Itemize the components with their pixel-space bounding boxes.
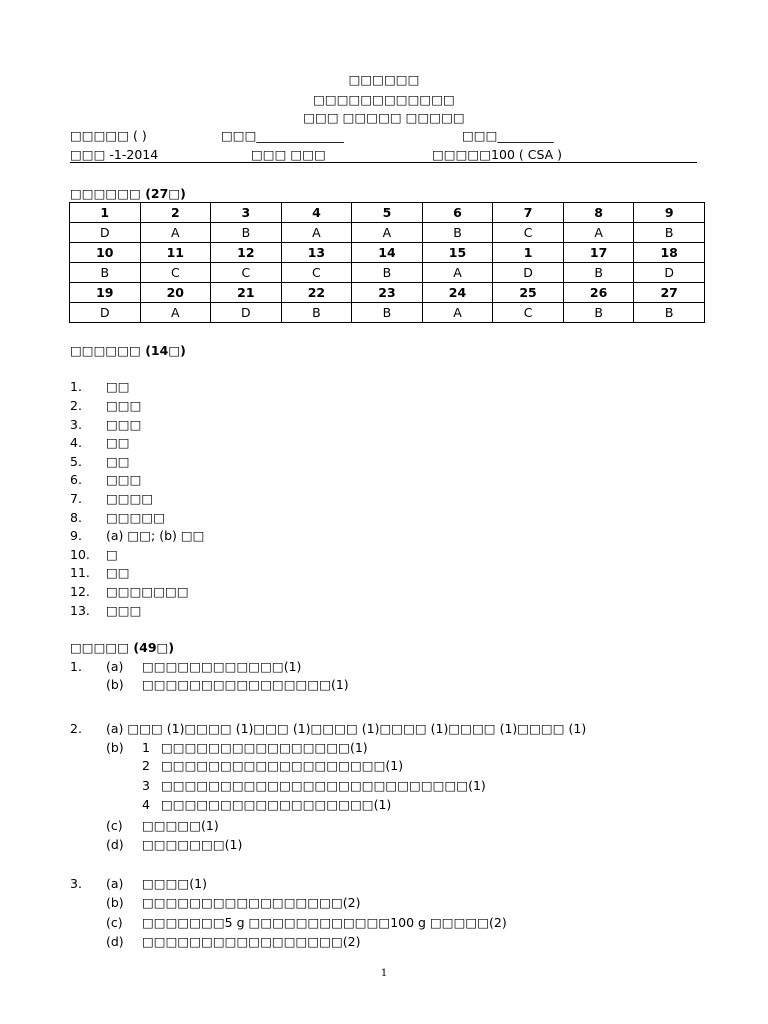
table-row bbox=[70, 203, 705, 223]
list-item-number: 8. bbox=[70, 510, 82, 525]
list-item-number: 12. bbox=[70, 584, 90, 599]
section-1-title: □□□□□□ (27□) bbox=[70, 186, 186, 201]
header-name-field: □□□______________ bbox=[221, 128, 344, 143]
answer-cell: B bbox=[211, 223, 282, 243]
list-item: □□ bbox=[106, 454, 130, 469]
list-item-number: 11. bbox=[70, 565, 90, 580]
subitem-number: 3 bbox=[142, 778, 150, 793]
question-number: 12 bbox=[211, 243, 282, 263]
list-item: □□□ bbox=[106, 417, 142, 432]
header-line-1: □□□□□□ bbox=[348, 72, 420, 87]
subpart-label: (b) bbox=[106, 740, 124, 755]
table-row bbox=[70, 303, 705, 323]
question-number: 26 bbox=[563, 283, 634, 303]
question-number: 19 bbox=[70, 283, 141, 303]
table-row bbox=[70, 283, 705, 303]
list-item-number: 10. bbox=[70, 547, 90, 562]
answer-text: □□□□□(1) bbox=[142, 818, 219, 833]
list-item: □□ bbox=[106, 435, 130, 450]
list-item: □□□ bbox=[106, 603, 142, 618]
section-2-title: □□□□□□ (14□) bbox=[70, 343, 186, 358]
answer-text: □□□□(1) bbox=[142, 876, 207, 891]
answer-cell: A bbox=[140, 303, 211, 323]
header-total-marks: □□□□□100 ( CSA ) bbox=[432, 147, 563, 162]
header-line-2: □□□□□□□□□□□□ bbox=[313, 92, 455, 107]
answer-text: □□□□□□□□□□□□(1) bbox=[142, 659, 302, 674]
answer-text: □□□□□□□□□□□□□□□□(1) bbox=[161, 740, 368, 755]
answer-cell: A bbox=[281, 223, 352, 243]
answer-cell: B bbox=[563, 303, 634, 323]
question-number: 2. bbox=[70, 721, 82, 736]
list-item-number: 5. bbox=[70, 454, 82, 469]
question-number: 2 bbox=[140, 203, 211, 223]
question-number: 3. bbox=[70, 876, 82, 891]
question-number: 17 bbox=[563, 243, 634, 263]
answer-text: □□□□□□□5 g □□□□□□□□□□□□100 g □□□□□(2) bbox=[142, 915, 507, 930]
list-item-number: 9. bbox=[70, 528, 82, 543]
answer-cell: B bbox=[281, 303, 352, 323]
answer-text: □□□□□□□□□□□□□□□□(1) bbox=[142, 677, 349, 692]
table-row bbox=[70, 243, 705, 263]
list-item: □□□ bbox=[106, 398, 142, 413]
header-divider bbox=[70, 162, 697, 163]
question-number: 1. bbox=[70, 659, 82, 674]
table-row bbox=[70, 263, 705, 283]
list-item: □□□ bbox=[106, 472, 142, 487]
list-item-number: 6. bbox=[70, 472, 82, 487]
question-number: 22 bbox=[281, 283, 352, 303]
question-number: 8 bbox=[563, 203, 634, 223]
answer-cell: B bbox=[70, 263, 141, 283]
answer-cell: A bbox=[422, 303, 493, 323]
list-item-number: 3. bbox=[70, 417, 82, 432]
question-number: 1 bbox=[493, 243, 564, 263]
subpart-label: (c) bbox=[106, 818, 123, 833]
mcq-answer-table bbox=[69, 202, 705, 323]
question-number: 6 bbox=[422, 203, 493, 223]
answer-cell: A bbox=[352, 223, 423, 243]
answer-cell: A bbox=[563, 223, 634, 243]
list-item-number: 13. bbox=[70, 603, 90, 618]
section-3-title: □□□□□ (49□) bbox=[70, 640, 175, 655]
question-number: 20 bbox=[140, 283, 211, 303]
answer-cell: C bbox=[493, 223, 564, 243]
subpart-label: (b) bbox=[106, 677, 124, 692]
question-number: 9 bbox=[634, 203, 705, 223]
answer-cell: B bbox=[634, 303, 705, 323]
subpart-label: (a) bbox=[106, 659, 124, 674]
subitem-number: 2 bbox=[142, 758, 150, 773]
list-item: □□□□□□□ bbox=[106, 584, 189, 599]
answer-cell: C bbox=[211, 263, 282, 283]
answer-cell: B bbox=[422, 223, 493, 243]
answer-text: □□□□□□□(1) bbox=[142, 837, 243, 852]
answer-text: (a) □□□ (1)□□□□ (1)□□□ (1)□□□□ (1)□□□□ (1)□□□□ (1)□□□□ (1) bbox=[106, 721, 587, 736]
header-time-field: □□□ □□□ bbox=[251, 147, 326, 162]
answer-cell: D bbox=[211, 303, 282, 323]
list-item: □ bbox=[106, 547, 118, 562]
question-number: 7 bbox=[493, 203, 564, 223]
answer-text: □□□□□□□□□□□□□□□□□(2) bbox=[142, 934, 361, 949]
answer-cell: D bbox=[70, 303, 141, 323]
question-number: 13 bbox=[281, 243, 352, 263]
question-number: 18 bbox=[634, 243, 705, 263]
answer-text: □□□□□□□□□□□□□□□□□□□(1) bbox=[161, 758, 404, 773]
list-item: □□□□ bbox=[106, 491, 154, 506]
subpart-label: (b) bbox=[106, 895, 124, 910]
list-item: □□ bbox=[106, 379, 130, 394]
question-number: 27 bbox=[634, 283, 705, 303]
answer-cell: A bbox=[422, 263, 493, 283]
question-number: 25 bbox=[493, 283, 564, 303]
header-line-3: □□□ □□□□□ □□□□□ bbox=[303, 110, 465, 125]
question-number: 10 bbox=[70, 243, 141, 263]
question-number: 21 bbox=[211, 283, 282, 303]
list-item-number: 4. bbox=[70, 435, 82, 450]
subitem-number: 1 bbox=[142, 740, 150, 755]
subitem-number: 4 bbox=[142, 797, 150, 812]
answer-text: □□□□□□□□□□□□□□□□□□□□□□□□□□(1) bbox=[161, 778, 486, 793]
list-item: □□ bbox=[106, 565, 130, 580]
list-item-number: 1. bbox=[70, 379, 82, 394]
page-number: 1 bbox=[380, 968, 388, 979]
question-number: 1 bbox=[70, 203, 141, 223]
answer-cell: D bbox=[634, 263, 705, 283]
question-number: 4 bbox=[281, 203, 352, 223]
subpart-label: (c) bbox=[106, 915, 123, 930]
header-score-field: □□□_________ bbox=[462, 128, 554, 143]
answer-cell: B bbox=[352, 303, 423, 323]
answer-cell: B bbox=[634, 223, 705, 243]
answer-cell: B bbox=[563, 263, 634, 283]
list-item-number: 7. bbox=[70, 491, 82, 506]
answer-cell: C bbox=[493, 303, 564, 323]
question-number: 24 bbox=[422, 283, 493, 303]
question-number: 15 bbox=[422, 243, 493, 263]
question-number: 14 bbox=[352, 243, 423, 263]
answer-cell: C bbox=[281, 263, 352, 283]
list-item-number: 2. bbox=[70, 398, 82, 413]
answer-cell: B bbox=[352, 263, 423, 283]
header-date-field: □□□ -1-2014 bbox=[70, 147, 159, 162]
answer-text: □□□□□□□□□□□□□□□□□□(1) bbox=[161, 797, 392, 812]
answer-cell: D bbox=[70, 223, 141, 243]
subpart-label: (d) bbox=[106, 837, 124, 852]
question-number: 23 bbox=[352, 283, 423, 303]
subpart-label: (a) bbox=[106, 876, 124, 891]
list-item: (a) □□; (b) □□ bbox=[106, 528, 205, 543]
header-class-field: □□□□□ ( ) bbox=[70, 128, 147, 143]
question-number: 11 bbox=[140, 243, 211, 263]
question-number: 5 bbox=[352, 203, 423, 223]
answer-cell: C bbox=[140, 263, 211, 283]
answer-text: □□□□□□□□□□□□□□□□□(2) bbox=[142, 895, 361, 910]
subpart-label: (d) bbox=[106, 934, 124, 949]
answer-cell: D bbox=[493, 263, 564, 283]
list-item: □□□□□ bbox=[106, 510, 166, 525]
answer-cell: A bbox=[140, 223, 211, 243]
table-row bbox=[70, 223, 705, 243]
question-number: 3 bbox=[211, 203, 282, 223]
